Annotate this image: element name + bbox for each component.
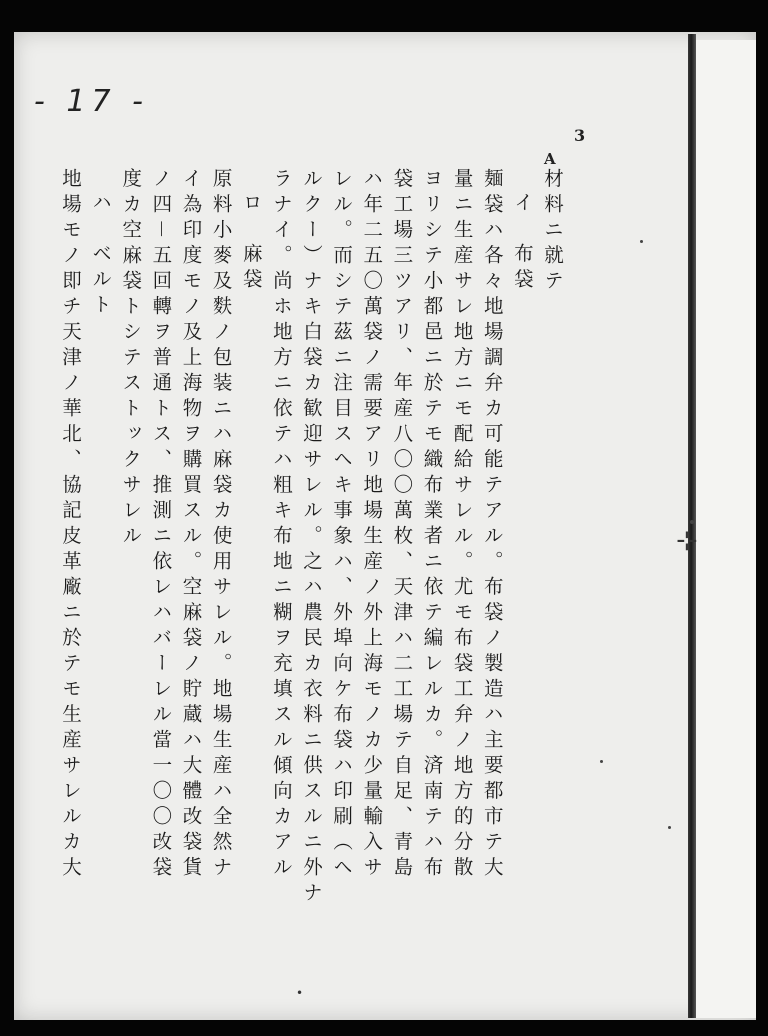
text-column: 量ニ生産サレ地方ニモ配給サレル。尤モ布袋工弁ノ地方的分散	[450, 168, 474, 882]
text-column: ヨリシテ小都邑ニ於テモ織布業者ニ依テ編レルカ。済南テハ布	[420, 168, 444, 882]
text-column: 度カ空麻袋トシテストックサレル	[119, 168, 143, 551]
underlying-sheet	[696, 40, 756, 1018]
section-marker: A	[544, 150, 556, 168]
handwritten-page-number: - 17 -	[34, 84, 149, 119]
text-column: ハ ベルト	[89, 192, 113, 320]
text-column: 地場モノ即チ天津ノ華北、協記皮革廠ニ於テモ生産サレルカ大	[59, 168, 82, 882]
printed-page-number: 3	[574, 126, 586, 145]
text-column: イ 布袋	[510, 192, 534, 294]
margin-mark: ⊹	[676, 526, 698, 556]
text-column: ルクー）ナキ白袋カ歓迎サレル。之ハ農民カ衣料ニ供スルニ外ナ	[300, 168, 323, 908]
text-column: イ為印度モノ及上海物ヲ購買スル。空麻袋ノ貯蔵ハ大體改袋貨	[179, 168, 203, 882]
text-column: 麺袋ハ各々地場調弁カ可能テアル。布袋ノ製造ハ主要都市テ大	[480, 168, 504, 882]
text-column: 原料小麥及麩ノ包装ニハ麻袋カ使用サレル。地場生産ハ全然ナ	[209, 168, 233, 882]
text-column: ラナイ。尚ホ地方ニ依テハ粗キ布地ニ糊ヲ充填スル傾向カアル	[269, 168, 293, 882]
text-column: ロ 麻袋	[239, 192, 263, 294]
vertical-text-block	[56, 168, 566, 928]
text-column: ノ四－五回轉ヲ普通トス、推測ニ依レハバーレル當一〇〇改袋	[149, 168, 173, 882]
text-column: 材料ニ就テ	[541, 168, 564, 296]
text-column: 袋工場三ツアリ、年産八〇〇萬枚、天津ハ二工場テ自足、青島	[390, 168, 414, 882]
text-column: ハ年二五〇萬袋ノ需要アリ地場生産ノ外上海モノカ少量輸入サ	[360, 168, 384, 882]
text-column: レル。而シテ茲ニ注目スヘキ事象ハ、外埠向ケ布袋ハ印刷（ヘ	[330, 168, 354, 882]
bottom-mark: •	[296, 986, 304, 1000]
